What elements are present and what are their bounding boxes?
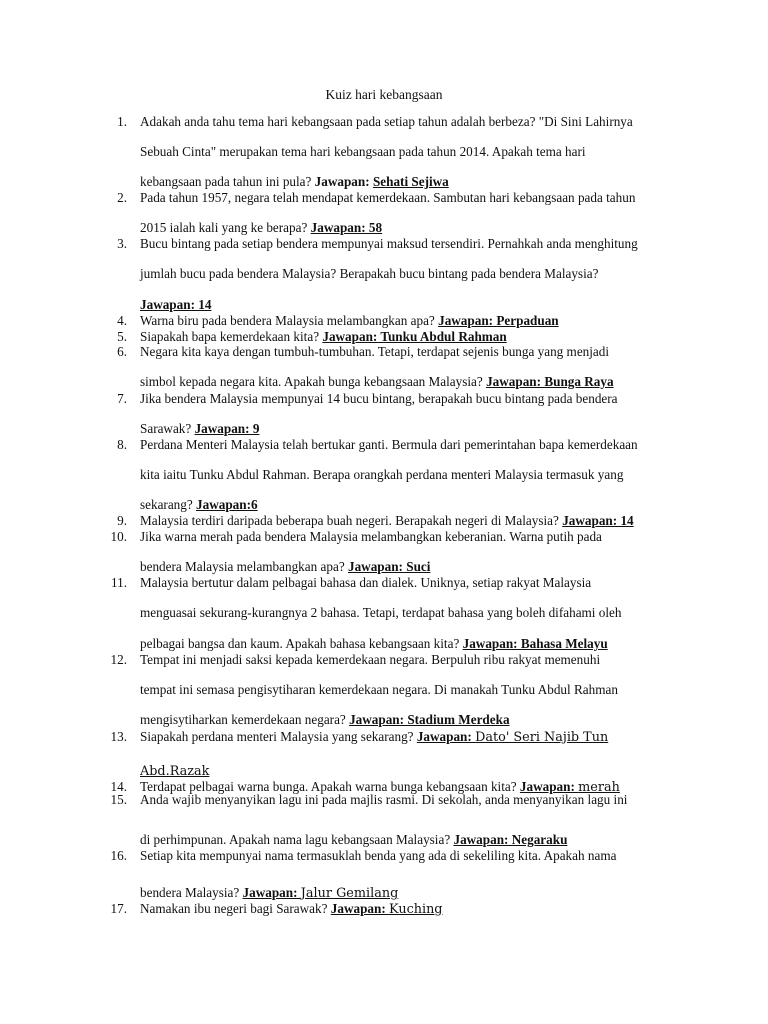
question-text — [140, 220, 382, 236]
question-text — [140, 605, 621, 621]
question-text-segment: bendera Malaysia melambangkan apa? — [140, 559, 348, 574]
answer — [331, 901, 443, 916]
question-text-segment: Setiap kita mempunyai nama termasuklah benda yang ada di sekeliling kita. Apakah nama — [140, 848, 617, 863]
question-text-segment: simbol kepada negara kita. Apakah bunga kebangsaan Malaysia? — [140, 374, 487, 389]
answer-underlined: Jawapan: — [242, 885, 301, 900]
question-text — [140, 575, 591, 591]
question-text-segment: kebangsaan pada tahun ini pula? — [140, 174, 315, 189]
question-text — [140, 421, 259, 437]
question-text — [140, 467, 623, 483]
answer-alt-font: Abd.Razak — [140, 764, 210, 779]
answer — [417, 729, 608, 744]
question-text-segment: Terdapat pelbagai warna bunga. Apakah warna bunga kebangsaan kita? — [140, 779, 520, 794]
question-number: 6. — [117, 344, 127, 359]
question-text — [140, 682, 618, 698]
answer-underlined: Jawapan: Perpaduan — [438, 313, 559, 328]
question-number: 1. — [117, 114, 127, 129]
answer-underlined: Jawapan: 58 — [310, 220, 383, 235]
answer-underlined: Sehati Sejiwa — [372, 174, 449, 189]
question-text-segment: Warna biru pada bendera Malaysia melambangkan apa? — [140, 313, 439, 328]
question-text — [140, 529, 602, 545]
question-text-segment: tempat ini semasa pengisytiharan kemerdekaan negara. Di manakah Tunku Abdul Rahman — [140, 682, 618, 697]
question-text-segment: Anda wajib menyanyikan lagu ini pada majlis rasmi. Di sekolah, anda menyanyikan lagu ini — [140, 792, 628, 807]
answer-underlined: Jawapan: — [519, 779, 579, 794]
question-text — [140, 313, 559, 329]
question-text — [140, 437, 638, 453]
question-text-segment: sekarang? — [140, 497, 197, 512]
question-text-segment: pelbagai bangsa dan kaum. Apakah bahasa kebangsaan kita? — [140, 636, 463, 651]
question-number: 8. — [117, 437, 127, 452]
answer-underlined: Jawapan: — [330, 901, 390, 916]
question-text — [140, 729, 608, 745]
question-number: 16. — [110, 848, 127, 863]
answer-underlined: Jawapan: Bahasa Melayu — [462, 636, 608, 651]
answer-underlined: Jawapan: Suci — [347, 559, 431, 574]
answer — [196, 497, 258, 512]
question-text — [140, 329, 507, 345]
question-text — [140, 297, 211, 313]
question-number: 13. — [110, 729, 127, 744]
answer-underlined: Jawapan: 14 — [140, 297, 212, 312]
answer-underlined: Jawapan: Negaraku — [453, 832, 568, 847]
answer-underlined: Jawapan: Stadium Merdeka — [349, 712, 510, 727]
question-number: 17. — [110, 901, 127, 916]
question-text-segment: Sarawak? — [140, 421, 195, 436]
question-text-segment: 2015 ialah kali yang ke berapa? — [140, 220, 311, 235]
question-text-segment: Siapakah perdana menteri Malaysia yang sekarang? — [140, 729, 417, 744]
question-text — [140, 391, 618, 407]
answer-underlined: Jawapan: Bunga Raya — [486, 374, 614, 389]
answer — [140, 763, 209, 778]
question-text-segment: mengisytiharkan kemerdekaan negara? — [140, 712, 350, 727]
question-text — [140, 885, 398, 901]
answer — [243, 885, 399, 900]
answer-underlined: Jawapan: 14 — [562, 513, 634, 528]
answer-alt-font: Dato' Seri Najib Tun — [475, 730, 609, 745]
question-text — [140, 848, 616, 864]
question-text — [140, 763, 209, 779]
question-text — [140, 712, 510, 728]
question-text-segment: Adakah anda tahu tema hari kebangsaan pada setiap tahun adalah berbeza? "Di Sini Lahirnya — [140, 114, 633, 129]
answer-alt-font: merah — [578, 780, 620, 795]
question-text-segment: Malaysia bertutur dalam pelbagai bahasa dan dialek. Uniknya, setiap rakyat Malaysia — [140, 575, 592, 590]
question-text-segment: bendera Malaysia? — [140, 885, 243, 900]
question-number: 9. — [117, 513, 127, 528]
answer — [463, 636, 608, 651]
question-number: 2. — [117, 190, 127, 205]
question-text-segment: kita iaitu Tunku Abdul Rahman. Berapa orangkah perdana menteri Malaysia termasuk yang — [140, 467, 624, 482]
answer — [562, 513, 633, 528]
question-text — [140, 832, 567, 848]
answer — [348, 559, 430, 574]
question-text — [140, 497, 258, 513]
answer-underlined: Jawapan: Tunku Abdul Rahman — [322, 329, 507, 344]
question-text-segment: menguasai sekurang-kurangnya 2 bahasa. Tetapi, terdapat bahasa yang boleh difahami oleh — [140, 605, 622, 620]
question-text-segment: Tempat ini menjadi saksi kepada kemerdekaan negara. Berpuluh ribu rakyat memenuhi — [140, 652, 601, 667]
question-text — [140, 144, 586, 160]
question-number: 12. — [110, 652, 127, 667]
question-text — [140, 901, 443, 917]
question-text-segment: di perhimpunan. Apakah nama lagu kebangsaan Malaysia? — [140, 832, 454, 847]
question-number: 3. — [117, 236, 127, 251]
question-text-segment: Jika warna merah pada bendera Malaysia melambangkan keberanian. Warna putih pada — [140, 529, 602, 544]
question-text-segment: Negara kita kaya dengan tumbuh-tumbuhan. Tetapi, terdapat sejenis bunga yang menjadi — [140, 344, 610, 359]
question-text — [140, 236, 638, 252]
question-text-segment: Bucu bintang pada setiap bendera mempunyai maksud tersendiri. Pernahkah anda menghitung — [140, 236, 638, 251]
question-text — [140, 636, 608, 652]
answer-alt-font: Jalur Gemilang — [300, 886, 399, 901]
question-text-segment: Malaysia terdiri daripada beberapa buah negeri. Berapakah negeri di Malaysia? — [140, 513, 563, 528]
answer-underlined: Jawapan:6 — [196, 497, 258, 512]
question-text-segment: Pada tahun 1957, negara telah mendapat kemerdekaan. Sambutan hari kebangsaan pada tahun — [140, 190, 636, 205]
question-text-segment: Siapakah bapa kemerdekaan kita? — [140, 329, 323, 344]
answer — [140, 297, 211, 312]
answer — [486, 374, 614, 389]
question-text-segment: Sebuah Cinta" merupakan tema hari kebangsaan pada tahun 2014. Apakah tema hari — [140, 144, 586, 159]
question-text — [140, 190, 635, 206]
answer — [195, 421, 260, 436]
question-text-segment: jumlah bucu pada bendera Malaysia? Berapakah bucu bintang pada bendera Malaysia? — [140, 266, 599, 281]
question-text — [140, 266, 598, 282]
answer-alt-font: Kuching — [389, 902, 443, 917]
question-text — [140, 652, 600, 668]
answer — [349, 712, 509, 727]
answer-underlined: Jawapan: — [416, 729, 476, 744]
answer — [311, 220, 382, 235]
question-text-segment: Perdana Menteri Malaysia telah bertukar ganti. Bermula dari pemerintahan bapa kemerdekaan — [140, 437, 638, 452]
question-text-segment: Namakan ibu negeri bagi Sarawak? — [140, 901, 331, 916]
question-number: 14. — [110, 779, 127, 794]
question-number: 7. — [117, 391, 127, 406]
page-title: Kuiz hari kebangsaan — [325, 87, 443, 102]
question-number: 4. — [117, 313, 127, 328]
question-text — [140, 174, 449, 190]
question-text — [140, 792, 627, 808]
answer-underlined: Jawapan: 9 — [194, 421, 260, 436]
question-text — [140, 114, 633, 130]
question-text — [140, 513, 634, 529]
question-number: 5. — [117, 329, 127, 344]
question-number: 11. — [111, 575, 127, 590]
question-number: 10. — [110, 529, 127, 544]
question-number: 15. — [110, 792, 127, 807]
question-text-segment: Jika bendera Malaysia mempunyai 14 bucu bintang, berapakah bucu bintang pada bendera — [140, 391, 618, 406]
answer — [322, 329, 506, 344]
answer: Jawapan: Sehati Sejiwa — [314, 174, 449, 189]
answer — [438, 313, 559, 328]
answer — [453, 832, 567, 847]
question-text — [140, 344, 609, 360]
question-text — [140, 374, 614, 390]
question-text — [140, 559, 430, 575]
